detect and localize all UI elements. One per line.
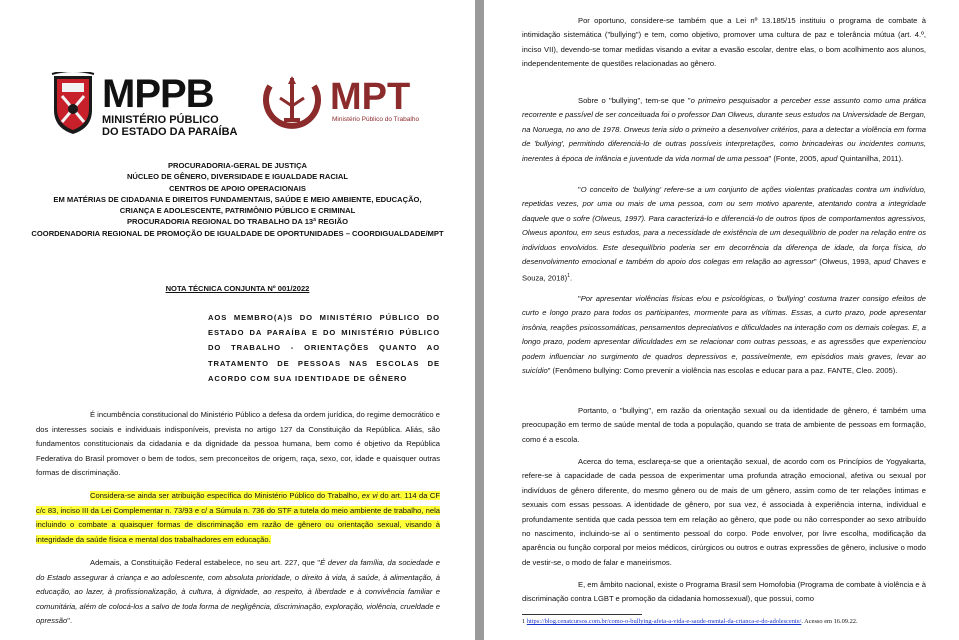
paragraph-r5 <box>522 404 926 447</box>
paragraph-r6 <box>522 455 926 570</box>
r2-a: Sobre o "bullying", tem-se que " <box>578 96 691 105</box>
r3-e: Chaves e Souza, 2018) <box>522 257 926 283</box>
r3-c: " (Olweus, 1993, <box>813 257 874 267</box>
mppb-wordmark <box>102 74 237 138</box>
mpt-subtitle: Ministério Público do Trabalho <box>332 116 420 123</box>
header-line: CRIANÇA E ADOLESCENTE, PATRIMÔNIO PÚBLICO E CRIMINAL <box>119 206 356 216</box>
document-title: NOTA TÉCNICA CONJUNTA Nº 001/2022 <box>165 284 310 293</box>
ementa-block: AOS MEMBRO(A)S DO MINISTÉRIO PÚBLICO DO ESTADO DA PARAÍBA E DO MINISTÉRIO PÚBLICO DO TRABALHO - ORIENTAÇÕES QUANTO AO TRATAMENTO DE PESSOAS NAS ESCOLAS DE ACORDO COM SUA IDENTIDADE DE GÊNERO <box>208 313 440 383</box>
r4-quote: Por apresentar violências físicas e/ou e psicológicas, o 'bullying' costuma trazer consigo efeitos de curto e longo prazo para todos os participantes, mormente para as vítimas. Essas, a curto prazo, pode apresentar insônia, reações psicossomáticas, pensamentos depreciativos e dificuldades na interação com os demais colegas. E, a longo prazo, podem apresentar dificuldades em se relacionar com outras pessoas, e as agressões que experienciou podem influenciar no surgimento de quadros depressivos e, possivelmente, em episódios mais graves, levar ao suicídio <box>522 294 926 376</box>
r3-a: " <box>578 185 581 194</box>
paragraph-1 <box>36 408 440 481</box>
para2-text-a: Considera-se ainda ser atribuição específica do Ministério Público do Trabalho, <box>90 491 362 500</box>
header-line: COORDENADORIA REGIONAL DE PROMOÇÃO DE IGUALDADE DE OPORTUNIDADES – COORDIGUALDADE/MPT <box>31 228 444 238</box>
r3-quote: O conceito de 'bullying' refere-se a um conjunto de ações violentas praticadas contra um indivíduo, repetidas vezes, por uma ou mais de uma pessoa, com ou sem motivo aparente, atentando contra a integridade daquele que o sofre (Olweus, 1997). Para caracterizá-lo e diferenciá-lo de outros tipos de comportamentos agressivos, Olweus apontou, em seus estudos, para a necessidade de existência de um desequilíbrio de poder na relação entre os indivíduos envolvidos. Este desequilíbrio poderia ser em decorrência da diferença de idade, da força física, do desenvolvimento emocional e também do apoio dos colegas em relação ao agressor <box>522 185 926 267</box>
para2-text-c: do art. 114 da CF c/c 83, inciso III da Lei Complementar n. 73/93 e c/ a Súmula n. 736 do STF a tutela do meio ambiente de trabalho, nela incluindo o combate a quaisquer formas de discriminação em razão de gênero ou orientação sexual, visando à integridade da saúde física e mental dos trabalhadores em educação. <box>36 491 440 544</box>
institution-header <box>20 160 455 239</box>
para2-text-b: ex vi <box>361 491 378 500</box>
r2-d: apud <box>820 153 838 163</box>
r2-quote: o primeiro pesquisador a perceber esse assunto como uma prática recorrente e passível de ser conceituada foi o professor Dan Olweus, durante seus estudos na Universidade de Bergan, na Noruega, no ano de 1978. Orweus teria sido o primeiro a desenvolver critérios, para a detectar a violência em forma de 'bullying', permitindo diferenciá-lo de outras possíveis interpretações, como brincadeiras ou incidentes comuns, inerentes à época de infância e juventude da vida normal de uma pessoa <box>522 96 926 163</box>
r4-a: " <box>578 294 581 303</box>
paragraph-r5-text: Portanto, o "bullying", em razão da orientação sexual ou da identidade de gênero, é também uma preocupação em termo de saúde mental de toda a população, quando se trata de ambiente de pessoas em formação, como é a escola. <box>522 406 926 444</box>
mppb-sub-line-1: MINISTÉRIO PÚBLICO <box>102 114 219 126</box>
r2-c: " (Fonte, 2005, <box>768 153 821 163</box>
r3-f: . <box>569 273 573 283</box>
para3-quote: É dever da família, da sociedade e do Estado assegurar à criança e ao adolescente, com absoluta prioridade, o direito à vida, à saúde, à alimentação, à educação, ao lazer, à profissionalização, à cultura, à dignidade, ao respeito, à liberdade e à convivência familiar e comunitária, além de colocá-los a salvo de toda forma de negligência, discriminação, exploração, violência, crueldade e opressão <box>36 558 440 626</box>
paragraph-r7 <box>522 578 926 607</box>
paragraph-r4 <box>522 292 926 378</box>
mppb-crest-icon <box>50 72 96 136</box>
header-line: EM MATÉRIAS DE CIDADANIA E DIREITOS FUNDAMENTAIS, SAÚDE E MEIO AMBIENTE, EDUCAÇÃO, <box>53 194 422 204</box>
paragraph-r2 <box>522 94 926 166</box>
mpt-emblem-icon <box>262 72 322 134</box>
header-logos <box>50 72 450 142</box>
header-line: NÚCLEO DE GÊNERO, DIVERSIDADE E IGUALDADE RACIAL <box>126 172 349 182</box>
footnote-link[interactable]: https://blog.cenatcursos.com.br/como-o-bullying-afeta-a-vida-e-saude-mental-da-crianca-e-do-adolescente/ <box>526 618 802 625</box>
mppb-sub-line-2: DO ESTADO DA PARAÍBA <box>102 126 238 138</box>
footnote <box>522 618 926 627</box>
paragraph-3 <box>36 556 440 629</box>
para3-text-c: ". <box>67 616 73 626</box>
r2-e: Quintanilha, 2011). <box>837 153 904 163</box>
header-line: PROCURADORIA-GERAL DE JUSTIÇA <box>167 161 308 170</box>
document-page-right <box>484 0 959 640</box>
mpt-wordmark <box>330 78 419 123</box>
mpt-logo-text: MPT <box>330 76 411 118</box>
paragraph-1-text: É incumbência constitucional do Ministério Público a defesa da ordem jurídica, do regime democrático e dos interesses sociais e individuais indisponíveis, prevista no artigo 127 da Constituição da República. Aliás, são fundamentos constitucionais da cidadania e da dignidade da pessoa humana, bem como é objetivo da República Federativa do Brasil promover o bem de todos, sem preconceitos de origem, raça, sexo, cor, idade e quaisquer outras formas de discriminação. <box>36 410 440 478</box>
para3-text-a: Ademais, a Constituição Federal estabelece, no seu art. 227, que " <box>90 558 321 567</box>
paragraph-r6-text: Acerca do tema, esclareça-se que a orientação sexual, de acordo com os Princípios de Yogyakarta, refere-se à capacidade de cada pessoa de experimentar uma profunda atração emocional, afetiva ou sexual por indivíduos de gênero diferente, do mesmo gênero ou de mais de um gênero, assim como de ter relações íntimas e sexuais com essas pessoas. A identidade de gênero, por sua vez, é associada à experiência interna, individual e profundamente sentida que cada pessoa tem em relação ao gênero, que pode ou não corresponder ao sexo atribuído no nascimento, incluindo-se aí o sentimento pessoal do corpo. Pode envolver, por livre escolha, modificação da aparência ou função corporal por meios médicos, cirúrgicos ou outros e outras expressões de gênero, inclusive o modo de vestir-se, o modo de falar e maneirismos. <box>522 457 926 567</box>
footnote-number: 1 <box>522 618 526 625</box>
r3-d: apud <box>873 257 891 267</box>
paragraph-r7-text: E, em âmbito nacional, existe o Programa Brasil sem Homofobia (Programa de combate à violência e à discriminação contra LGBT e promoção da cidadania homossexual), que possui, como <box>522 580 926 604</box>
paragraph-r1-text: Por oportuno, considere-se também que a Lei nº 13.185/15 instituiu o programa de combate à intimidação sistemática ("bullying") e tem, como objetivo, promover uma cultura de paz e tolerância mútua (art. 4.º, inciso VII), devendo-se tomar medidas visando a evitar a evasão escolar, dentre elas, o bom acolhimento aos alunos, independentemente de questões relacionadas ao gênero. <box>522 16 926 69</box>
paragraph-r1 <box>522 14 926 72</box>
paragraph-r3 <box>522 183 926 286</box>
footnote-divider <box>522 614 642 615</box>
footnote-access-date: . Acesso em 16.09.22. <box>801 618 858 625</box>
header-line: PROCURADORIA REGIONAL DO TRABALHO DA 13ª REGIÃO <box>126 217 349 227</box>
mppb-logo-text: MPPB <box>102 72 214 116</box>
header-line: CENTROS DE APOIO OPERACIONAIS <box>169 183 306 193</box>
document-page-left <box>0 0 475 640</box>
footnote-ref: 1 <box>567 273 570 280</box>
r4-c: " (Fenômeno bullying: Como prevenir a violência nas escolas e educar para a paz. FANTE, Cleo. 2005). <box>547 366 898 376</box>
paragraph-2-highlighted <box>36 489 440 547</box>
